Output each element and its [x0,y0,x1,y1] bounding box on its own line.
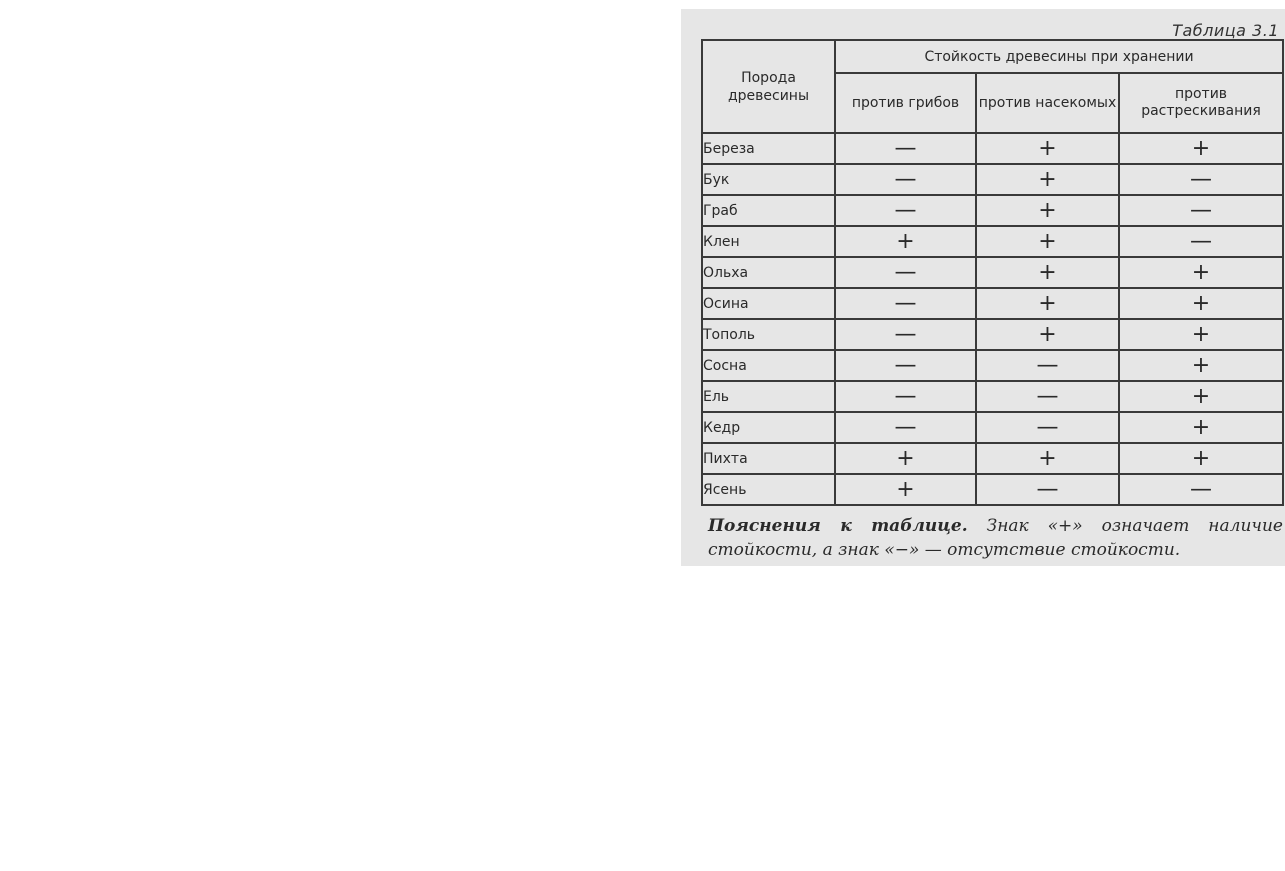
insects-cell: — [976,381,1119,412]
table-row [702,195,1283,226]
table-body [702,133,1283,505]
cracking-cell: — [1119,195,1283,226]
cracking-cell: + [1119,412,1283,443]
cracking-cell: — [1119,164,1283,195]
species-cell: Тополь [702,319,835,350]
species-cell: Ель [702,381,835,412]
table-row [702,288,1283,319]
insects-cell: — [976,474,1119,505]
species-cell: Клен [702,226,835,257]
species-cell: Береза [702,133,835,164]
species-cell: Бук [702,164,835,195]
table-caption: Таблица 3.1 [1172,21,1279,40]
insects-cell: + [976,288,1119,319]
cracking-cell: — [1119,474,1283,505]
cracking-cell: + [1119,133,1283,164]
note-text: Знак «+» означает наличие стойкости, а знак «−» — отсутствие стойкости. [708,516,1283,560]
fungi-cell: — [835,350,976,381]
species-cell: Граб [702,195,835,226]
table-row [702,257,1283,288]
fungi-cell: — [835,319,976,350]
cracking-cell: — [1119,226,1283,257]
species-cell: Пихта [702,443,835,474]
table-note [708,514,1283,562]
species-cell: Ольха [702,257,835,288]
fungi-cell: — [835,412,976,443]
species-cell: Сосна [702,350,835,381]
table-row [702,412,1283,443]
fungi-cell: + [835,226,976,257]
insects-cell: — [976,350,1119,381]
table-row [702,164,1283,195]
insects-cell: + [976,133,1119,164]
species-cell: Осина [702,288,835,319]
insects-cell: + [976,195,1119,226]
cracking-cell: + [1119,443,1283,474]
fungi-cell: — [835,195,976,226]
wood-resistance-table [701,39,1284,506]
insects-cell: + [976,164,1119,195]
header-species: Порода древесины [702,40,835,133]
cracking-cell: + [1119,319,1283,350]
fungi-cell: — [835,257,976,288]
fungi-cell: — [835,288,976,319]
insects-cell: + [976,443,1119,474]
table-row [702,319,1283,350]
fungi-cell: — [835,381,976,412]
table-row [702,133,1283,164]
header-cracking: против растрескивания [1119,73,1283,133]
scanned-page [681,9,1285,566]
insects-cell: + [976,226,1119,257]
header-group: Стойкость древесины при хранении [835,40,1283,73]
insects-cell: + [976,257,1119,288]
cracking-cell: + [1119,288,1283,319]
header-fungi: против грибов [835,73,976,133]
header-insects: против насекомых [976,73,1119,133]
table-row [702,226,1283,257]
insects-cell: + [976,319,1119,350]
fungi-cell: + [835,474,976,505]
table-row [702,443,1283,474]
cracking-cell: + [1119,350,1283,381]
fungi-cell: — [835,164,976,195]
cracking-cell: + [1119,257,1283,288]
species-cell: Ясень [702,474,835,505]
species-cell: Кедр [702,412,835,443]
cracking-cell: + [1119,381,1283,412]
insects-cell: — [976,412,1119,443]
fungi-cell: + [835,443,976,474]
note-title: Пояснения к таблице. [708,516,968,536]
table-row [702,350,1283,381]
table-row [702,381,1283,412]
fungi-cell: — [835,133,976,164]
table-row [702,474,1283,505]
